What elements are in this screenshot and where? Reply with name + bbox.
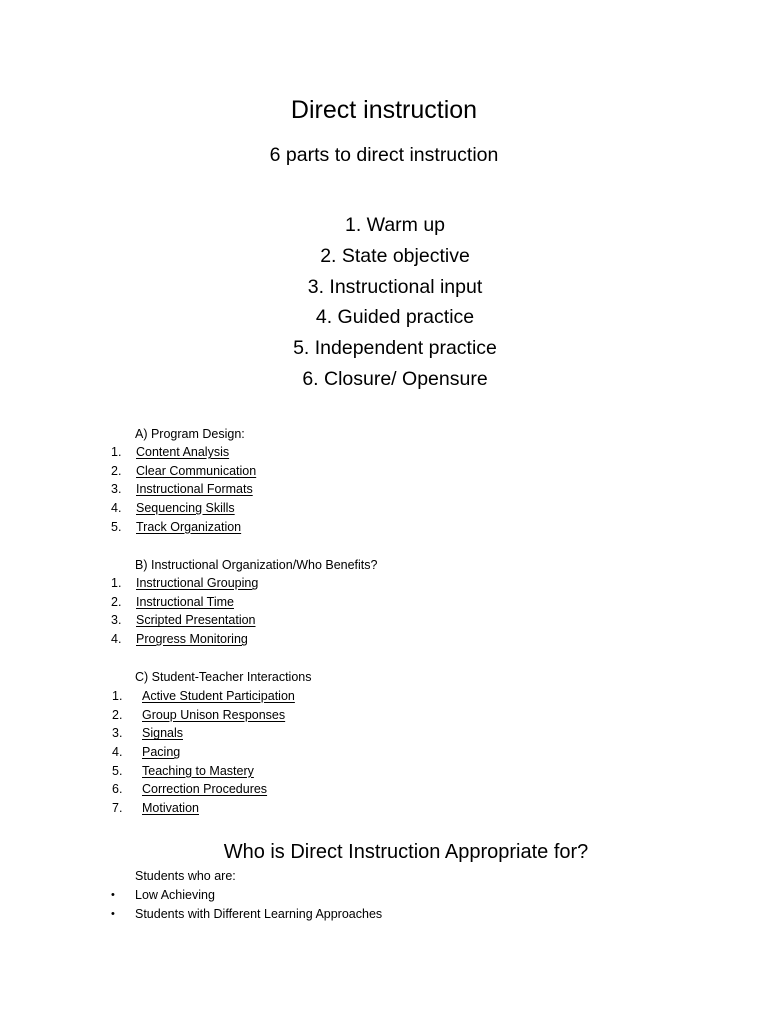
list-item-link[interactable]: Group Unison Responses [142, 707, 286, 722]
list-number: 5. [112, 763, 123, 778]
list-number: 1. [111, 576, 122, 590]
list-number: 3. [112, 726, 123, 741]
list-number: 6. [112, 782, 123, 797]
list-item-link[interactable]: Sequencing Skills [136, 501, 235, 516]
list-item-link[interactable]: Active Student Participation [142, 689, 295, 703]
list-number: 5. [111, 519, 122, 534]
list-item [112, 743, 295, 762]
list-item [112, 724, 295, 743]
list-item-link[interactable]: Signals [142, 726, 183, 741]
bullet-icon: • [111, 907, 115, 920]
instructional-organization-list [111, 574, 259, 649]
section-heading-student-teacher-interactions: C) Student-Teacher Interactions [135, 670, 312, 684]
step-item: 6. Closure/ Opensure [302, 367, 488, 390]
list-item [111, 462, 257, 481]
list-number: 4. [111, 632, 122, 647]
list-number: 3. [111, 613, 122, 628]
page-title: Direct instruction [290, 96, 478, 124]
list-item [112, 706, 295, 725]
step-item: 1. Warm up [344, 214, 446, 236]
list-number: 1. [111, 445, 122, 459]
list-number: 2. [111, 594, 122, 609]
list-item [112, 762, 295, 781]
list-item-link[interactable]: Correction Procedures [142, 782, 268, 797]
list-number: 7. [112, 801, 123, 816]
list-item [111, 905, 383, 924]
list-item [111, 593, 258, 612]
list-number: 2. [112, 707, 123, 722]
list-number: 4. [112, 745, 123, 760]
step-item: 4. Guided practice [315, 306, 475, 329]
list-number: 4. [111, 501, 122, 516]
student-teacher-interactions-list [112, 687, 295, 818]
six-parts-list [0, 210, 768, 395]
bullet-icon: • [111, 889, 115, 901]
list-item-link[interactable]: Instructional Grouping [136, 576, 259, 590]
step-item: 2. State objective [320, 244, 470, 267]
list-item-link[interactable]: Teaching to Mastery [142, 763, 254, 778]
students-intro: Students who are: [135, 869, 236, 883]
list-number: 1. [112, 689, 123, 703]
list-item [111, 480, 256, 499]
list-item-link[interactable]: Instructional Formats [136, 482, 253, 497]
list-item-link[interactable]: Content Analysis [136, 445, 230, 459]
list-item-link[interactable]: Motivation [142, 801, 199, 816]
appropriate-heading: Who is Direct Instruction Appropriate for? [223, 841, 589, 863]
list-item [111, 518, 256, 537]
list-item-link[interactable]: Clear Communication [136, 463, 257, 478]
list-item [111, 611, 258, 630]
list-item [111, 443, 256, 462]
program-design-list [111, 443, 257, 536]
list-item-link[interactable]: Progress Monitoring [136, 632, 248, 647]
list-number: 3. [111, 482, 122, 497]
list-item [111, 630, 258, 649]
bullet-text: Low Achieving [135, 888, 215, 902]
section-heading-instructional-organization: B) Instructional Organization/Who Benefits? [135, 558, 378, 572]
list-item-link[interactable]: Scripted Presentation [136, 613, 256, 628]
page-subtitle: 6 parts to direct instruction [269, 144, 499, 166]
list-item [111, 886, 382, 905]
section-heading-program-design: A) Program Design: [135, 427, 245, 441]
list-item [112, 687, 295, 706]
list-item [112, 780, 295, 799]
bullet-text: Students with Different Learning Approaches [135, 906, 383, 921]
list-item-link[interactable]: Pacing [142, 745, 181, 760]
appropriate-bullet-list [111, 886, 383, 923]
list-item [112, 799, 295, 818]
list-item [111, 499, 256, 518]
step-item: 5. Independent practice [293, 337, 497, 360]
list-number: 2. [111, 463, 122, 478]
list-item-link[interactable]: Instructional Time [136, 594, 234, 609]
step-item: 3. Instructional input [307, 275, 483, 298]
list-item-link[interactable]: Track Organization [136, 519, 242, 534]
list-item [111, 574, 259, 593]
